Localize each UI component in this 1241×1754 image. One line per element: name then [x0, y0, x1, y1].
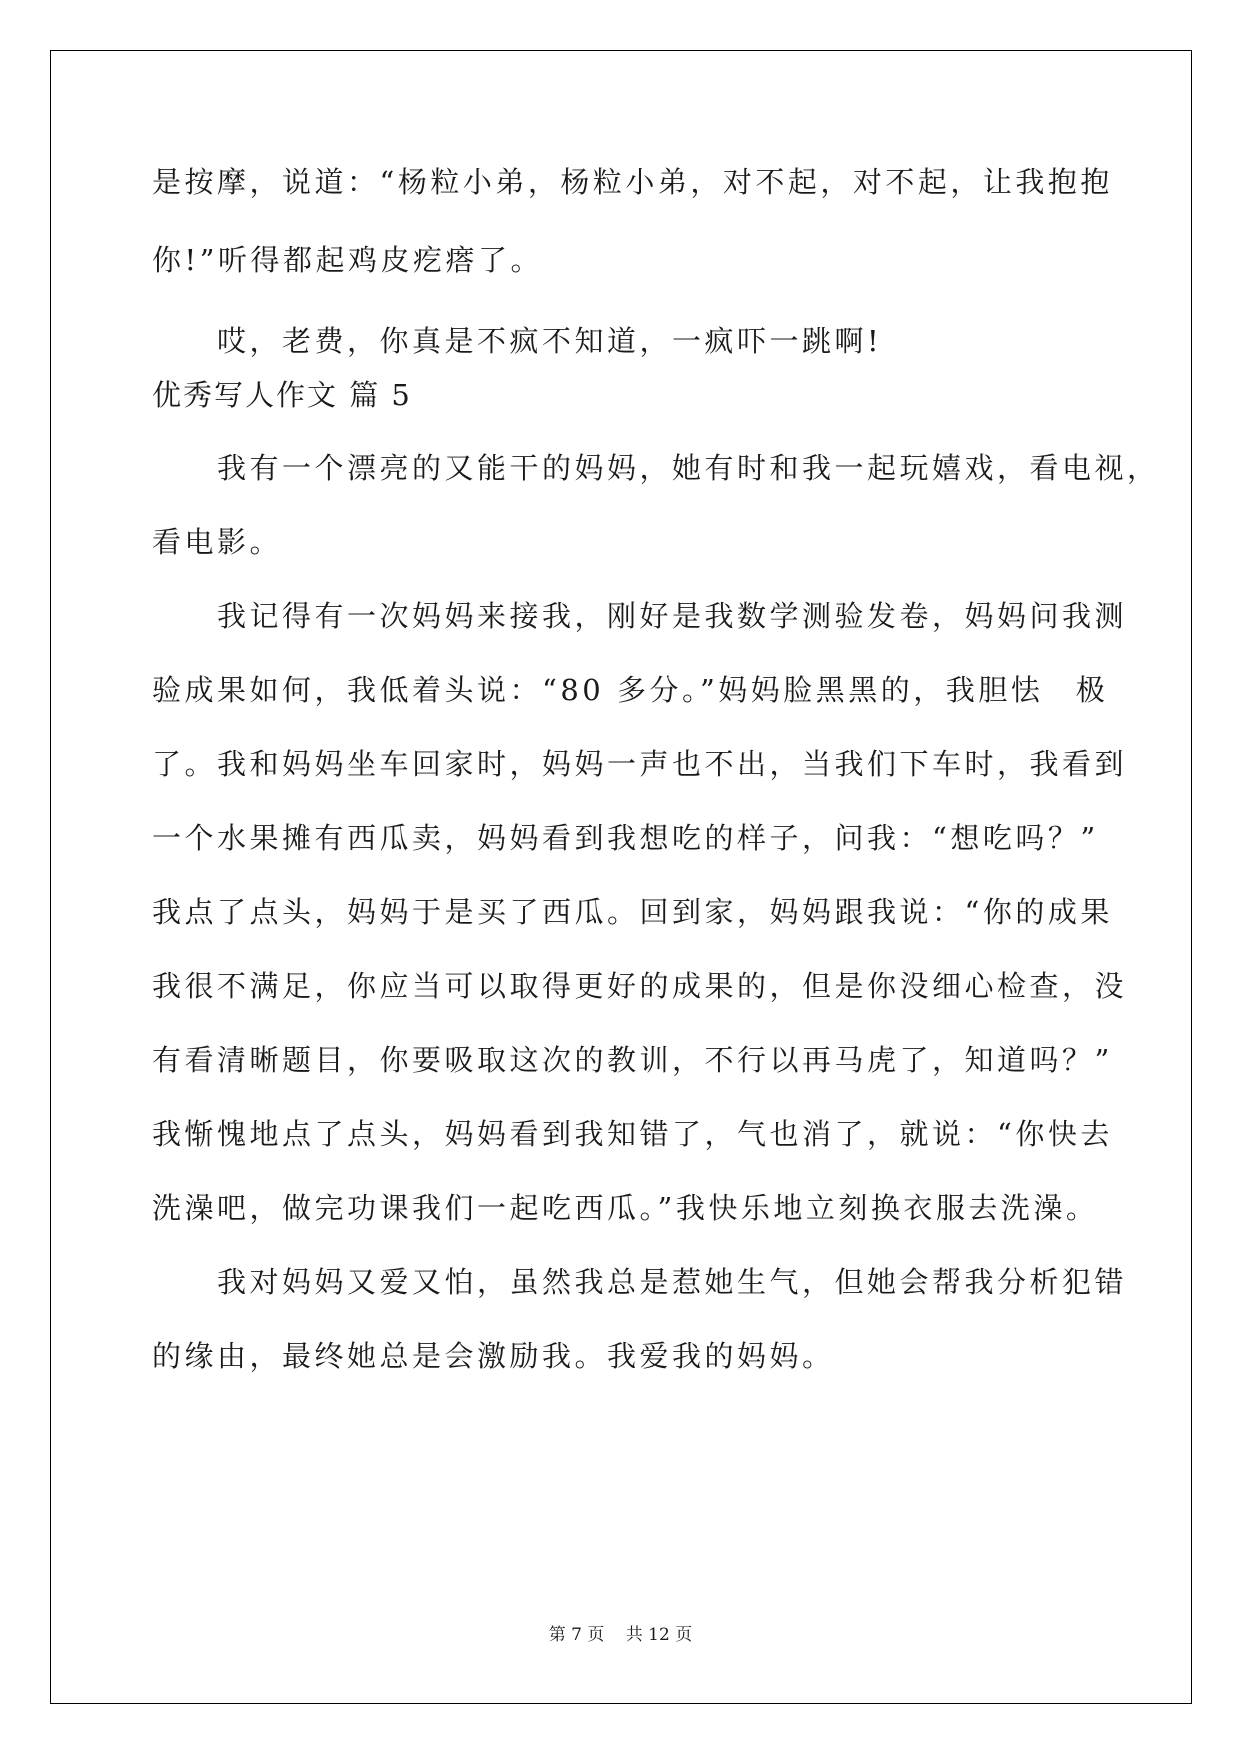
text-line: 的缘由，最终她总是会激励我。我爱我的妈妈。: [152, 1339, 835, 1373]
section-heading: 优秀写人作文 篇 5: [152, 378, 412, 412]
text-line: 我记得有一次妈妈来接我，刚好是我数学测验发卷，妈妈问我测: [152, 599, 1128, 633]
text-line: 有看清晰题目，你要吸取这次的教训，不行以再马虎了，知道吗？”: [152, 1043, 1113, 1077]
text-line: 一个水果摊有西瓜卖，妈妈看到我想吃的样子，问我：“想吃吗？”: [152, 821, 1099, 855]
text-line: 了。我和妈妈坐车回家时，妈妈一声也不出，当我们下车时，我看到: [152, 747, 1128, 781]
text-line: 洗澡吧，做完功课我们一起吃西瓜。”我快乐地立刻换衣服去洗澡。: [152, 1191, 1099, 1225]
page-number: 第 7 页: [548, 1625, 605, 1645]
text-line: 我惭愧地点了点头，妈妈看到我知错了，气也消了，就说：“你快去: [152, 1117, 1113, 1151]
page-footer: [0, 1620, 1241, 1645]
page-total: 共 12 页: [625, 1625, 693, 1645]
text-line: 我点了点头，妈妈于是买了西瓜。回到家，妈妈跟我说：“你的成果: [152, 895, 1113, 929]
text-line: 验成果如何，我低着头说：“80 多分。”妈妈脸黑黑的，我胆怯 极: [152, 673, 1109, 707]
text-line: 是按摩，说道：“杨粒小弟，杨粒小弟，对不起，对不起，让我抱抱: [152, 165, 1113, 199]
text-line: 我有一个漂亮的又能干的妈妈，她有时和我一起玩嬉戏，看电视，: [152, 451, 1160, 485]
page-frame: [50, 50, 1192, 1704]
text-line: 我很不满足，你应当可以取得更好的成果的，但是你没细心检查，没: [152, 969, 1128, 1003]
text-line: 哎，老费，你真是不疯不知道，一疯吓一跳啊!: [152, 324, 883, 358]
text-line: 看电影。: [152, 525, 283, 559]
text-line: 你!”听得都起鸡皮疙瘩了。: [152, 243, 543, 277]
text-line: 我对妈妈又爱又怕，虽然我总是惹她生气，但她会帮我分析犯错: [152, 1265, 1128, 1299]
